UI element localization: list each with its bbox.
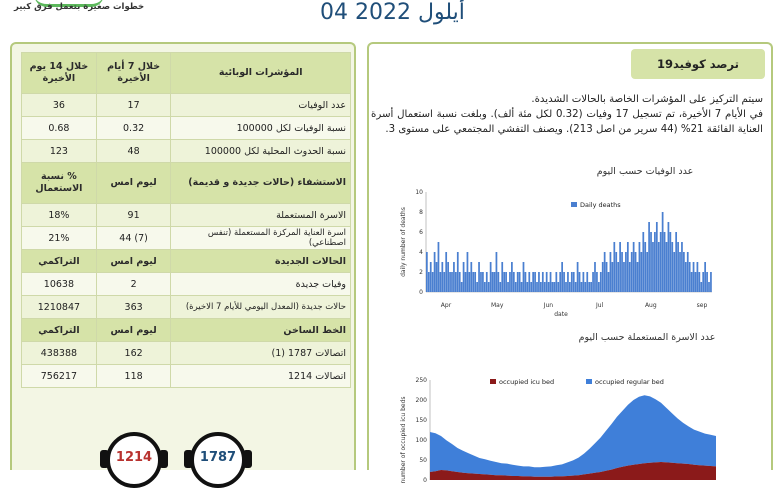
bar bbox=[596, 272, 598, 292]
bar bbox=[565, 282, 567, 292]
bar bbox=[525, 272, 527, 292]
bar bbox=[623, 262, 625, 292]
legend-swatch bbox=[586, 379, 592, 384]
headset-right-icon bbox=[243, 450, 252, 468]
x-month-label: May bbox=[490, 302, 504, 309]
section-label: الاستشفاء (حالات جديدة و قديمة) bbox=[171, 163, 351, 204]
row-value-1: 363 bbox=[96, 296, 171, 319]
legend-swatch bbox=[490, 379, 496, 384]
bar bbox=[654, 232, 656, 292]
bar bbox=[586, 272, 588, 292]
x-month-label: sep bbox=[696, 302, 708, 309]
legend-label: occupied regular bed bbox=[595, 378, 664, 386]
section-label: الخط الساخن bbox=[171, 319, 351, 342]
row-label: نسبة الحدوث المحلية لكل 100000 bbox=[171, 140, 351, 163]
headset-right-icon bbox=[159, 450, 168, 468]
headset-left-icon bbox=[184, 450, 193, 468]
bar bbox=[474, 272, 476, 292]
bar bbox=[679, 252, 681, 292]
bar bbox=[575, 282, 577, 292]
bar bbox=[600, 272, 602, 292]
table-section-header-hospitalization bbox=[22, 163, 351, 204]
headset-left-icon bbox=[100, 450, 109, 468]
bar bbox=[619, 242, 621, 292]
bar bbox=[550, 272, 552, 292]
section-col-2: % نسبة الاستعمال bbox=[22, 163, 97, 204]
stats-table bbox=[21, 52, 351, 388]
bar bbox=[528, 272, 530, 292]
bar bbox=[509, 272, 511, 292]
bar bbox=[577, 262, 579, 292]
bar bbox=[492, 272, 494, 292]
bar bbox=[428, 272, 430, 292]
bar bbox=[490, 262, 492, 292]
bar bbox=[612, 262, 614, 292]
bar bbox=[501, 262, 503, 292]
bar bbox=[486, 272, 488, 292]
stats-table-panel bbox=[10, 42, 356, 470]
bar bbox=[563, 272, 565, 292]
legend-label: Daily deaths bbox=[580, 201, 621, 209]
row-value-7d: 0.32 bbox=[96, 117, 171, 140]
row-label: حالات جديدة (المعدل اليومي للأيام 7 الاخيرة) bbox=[171, 296, 351, 319]
bar bbox=[625, 252, 627, 292]
hotline-number: 1787 bbox=[199, 450, 237, 465]
bar bbox=[517, 272, 519, 292]
bar bbox=[461, 282, 463, 292]
bar bbox=[702, 272, 704, 292]
section-col-1: ليوم امس bbox=[96, 163, 171, 204]
intro-line: سيتم التركيز على المؤشرات الخاصة بالحالات الشديدة. bbox=[531, 94, 763, 105]
table-section-header-hotline bbox=[22, 319, 351, 342]
row-label: عدد الوفيات bbox=[171, 94, 351, 117]
y-tick-label: 2 bbox=[419, 269, 423, 276]
bar bbox=[683, 252, 685, 292]
bar bbox=[606, 262, 608, 292]
row-value-1: 91 bbox=[96, 204, 171, 227]
bar bbox=[704, 262, 706, 292]
bar bbox=[698, 272, 700, 292]
y-tick-label: 8 bbox=[419, 209, 423, 216]
bar bbox=[432, 272, 434, 292]
hotline-1787-badge bbox=[190, 432, 246, 488]
bar bbox=[430, 262, 432, 292]
bar bbox=[627, 242, 629, 292]
bar bbox=[604, 252, 606, 292]
bar bbox=[669, 232, 671, 292]
table-row bbox=[22, 94, 351, 117]
table-row bbox=[22, 342, 351, 365]
bar bbox=[671, 242, 673, 292]
x-month-label: Jun bbox=[543, 302, 554, 309]
bar bbox=[459, 272, 461, 292]
logo-text: خطوات صغيرة بتعمل فرق كبير bbox=[14, 2, 145, 12]
bar bbox=[633, 242, 635, 292]
bar bbox=[664, 232, 666, 292]
y-tick-label: 250 bbox=[415, 377, 427, 384]
header-14-days: خلال 14 يوم الأخيرة bbox=[22, 53, 97, 94]
bar bbox=[710, 272, 712, 292]
bar bbox=[675, 232, 677, 292]
bar bbox=[555, 272, 557, 292]
bar bbox=[598, 282, 600, 292]
x-month-label: Jul bbox=[595, 302, 604, 309]
bar bbox=[668, 222, 670, 292]
table-row bbox=[22, 296, 351, 319]
bar bbox=[691, 272, 693, 292]
row-label: نسبة الوفيات لكل 100000 bbox=[171, 117, 351, 140]
row-value-7d: 48 bbox=[96, 140, 171, 163]
bar bbox=[613, 242, 615, 292]
bar bbox=[438, 242, 440, 292]
row-value-2: 1210847 bbox=[22, 296, 97, 319]
bar bbox=[610, 252, 612, 292]
bar bbox=[480, 272, 482, 292]
intro-text bbox=[371, 92, 763, 137]
bar bbox=[519, 272, 521, 292]
y-tick-label: 0 bbox=[423, 477, 427, 484]
row-value-1: (7) 44 bbox=[96, 227, 171, 250]
bar bbox=[507, 282, 509, 292]
bar bbox=[513, 272, 515, 292]
row-value-2: 18% bbox=[22, 204, 97, 227]
bar bbox=[447, 262, 449, 292]
bar bbox=[494, 272, 496, 292]
legend-swatch bbox=[571, 202, 577, 207]
table-row bbox=[22, 365, 351, 388]
row-value-1: 118 bbox=[96, 365, 171, 388]
bar bbox=[451, 272, 453, 292]
y-tick-label: 150 bbox=[415, 417, 427, 424]
row-value-2: 438388 bbox=[22, 342, 97, 365]
table-row bbox=[22, 227, 351, 250]
bar bbox=[662, 212, 664, 292]
bar bbox=[554, 282, 556, 292]
bar bbox=[631, 252, 633, 292]
bar bbox=[511, 262, 513, 292]
row-value-14d: 36 bbox=[22, 94, 97, 117]
row-value-1: 162 bbox=[96, 342, 171, 365]
bar bbox=[629, 262, 631, 292]
bar bbox=[602, 262, 604, 292]
y-axis-label: number of occupied icu beds bbox=[400, 396, 407, 484]
bar bbox=[588, 282, 590, 292]
bar bbox=[548, 282, 550, 292]
bar bbox=[484, 282, 486, 292]
bar bbox=[581, 282, 583, 292]
bar bbox=[590, 282, 592, 292]
section-badge: ترصد كوفيد19 bbox=[631, 49, 765, 79]
bar bbox=[642, 232, 644, 292]
bar bbox=[639, 242, 641, 292]
x-axis-label: date bbox=[554, 311, 568, 318]
bar bbox=[457, 252, 459, 292]
bar bbox=[681, 242, 683, 292]
bar bbox=[426, 252, 428, 292]
bar bbox=[546, 272, 548, 292]
legend-label: occupied icu bed bbox=[499, 378, 555, 386]
bar bbox=[530, 282, 532, 292]
logo bbox=[14, 0, 145, 26]
bar bbox=[700, 282, 702, 292]
table-row bbox=[22, 273, 351, 296]
bar bbox=[526, 282, 528, 292]
bar bbox=[498, 272, 500, 292]
row-label: اتصالات 1214 bbox=[171, 365, 351, 388]
bar bbox=[441, 262, 443, 292]
row-label: اسرة العناية المركزة المستعملة (تنفس اصطناعي) bbox=[171, 227, 351, 250]
bar bbox=[552, 282, 554, 292]
bar bbox=[708, 282, 710, 292]
y-tick-label: 6 bbox=[419, 229, 423, 236]
bar bbox=[472, 272, 474, 292]
bar bbox=[544, 282, 546, 292]
bar bbox=[677, 242, 679, 292]
bar bbox=[478, 262, 480, 292]
bar bbox=[666, 242, 668, 292]
row-value-2: 756217 bbox=[22, 365, 97, 388]
section-col-1: ليوم امس bbox=[96, 250, 171, 273]
bar bbox=[463, 262, 465, 292]
bar bbox=[534, 272, 536, 292]
bar bbox=[644, 242, 646, 292]
x-month-label: Apr bbox=[440, 302, 452, 309]
bar bbox=[476, 282, 478, 292]
bar bbox=[695, 272, 697, 292]
bar bbox=[660, 232, 662, 292]
bar bbox=[470, 262, 472, 292]
bar bbox=[646, 252, 648, 292]
row-value-7d: 17 bbox=[96, 94, 171, 117]
table-row bbox=[22, 204, 351, 227]
bar bbox=[583, 272, 585, 292]
bar bbox=[540, 282, 542, 292]
section-col-2: التراكمي bbox=[22, 319, 97, 342]
bar bbox=[538, 272, 540, 292]
beds-chart bbox=[398, 372, 720, 484]
deaths-chart bbox=[398, 184, 720, 320]
bar bbox=[559, 272, 561, 292]
bar bbox=[641, 252, 643, 292]
bar bbox=[658, 242, 660, 292]
section-label: الحالات الجديدة bbox=[171, 250, 351, 273]
bar bbox=[594, 262, 596, 292]
row-value-1: 2 bbox=[96, 273, 171, 296]
bar bbox=[542, 272, 544, 292]
bar bbox=[561, 262, 563, 292]
bar bbox=[496, 252, 498, 292]
bar bbox=[436, 262, 438, 292]
x-month-label: Aug bbox=[644, 302, 657, 309]
bar bbox=[621, 252, 623, 292]
section-col-2: التراكمي bbox=[22, 250, 97, 273]
page-title: 04 أيلول 2022 bbox=[320, 0, 465, 25]
bar bbox=[571, 272, 573, 292]
y-tick-label: 4 bbox=[419, 249, 423, 256]
bar bbox=[693, 262, 695, 292]
bar bbox=[652, 242, 654, 292]
bar bbox=[592, 272, 594, 292]
bar bbox=[617, 262, 619, 292]
bar bbox=[445, 252, 447, 292]
bar bbox=[697, 262, 699, 292]
bar bbox=[523, 262, 525, 292]
table-row bbox=[22, 117, 351, 140]
row-value-2: 21% bbox=[22, 227, 97, 250]
bar bbox=[567, 272, 569, 292]
hotline-1214-badge bbox=[106, 432, 162, 488]
bar bbox=[521, 282, 523, 292]
chart2-title: عدد الاسرة المستعملة حسب اليوم bbox=[578, 332, 716, 343]
bar bbox=[443, 272, 445, 292]
y-tick-label: 100 bbox=[415, 437, 427, 444]
bar bbox=[635, 252, 637, 292]
row-value-14d: 123 bbox=[22, 140, 97, 163]
bar bbox=[656, 222, 658, 292]
bar bbox=[579, 272, 581, 292]
bar bbox=[685, 262, 687, 292]
chart1-title: عدد الوفيات حسب اليوم bbox=[596, 166, 694, 177]
table-row bbox=[22, 140, 351, 163]
bar bbox=[650, 232, 652, 292]
bar bbox=[505, 272, 507, 292]
bar bbox=[687, 252, 689, 292]
bar bbox=[608, 272, 610, 292]
bar bbox=[637, 262, 639, 292]
bar bbox=[515, 282, 517, 292]
y-tick-label: 10 bbox=[415, 189, 423, 196]
bar bbox=[503, 272, 505, 292]
bar bbox=[689, 262, 691, 292]
bar bbox=[440, 272, 442, 292]
intro-line: في الأيام 7 الأخيرة، تم تسجيل 17 وفيات (0.32 لكل مئة ألف). وبلغت نسبة استعمال أسرة العناية الفائقة 21% (44 سرير من اصل 213). ويصنف التفشي المجتمعي على مستوى 3. bbox=[371, 109, 764, 135]
row-value-2: 10638 bbox=[22, 273, 97, 296]
bar bbox=[573, 272, 575, 292]
bar bbox=[467, 252, 469, 292]
section-col-1: ليوم امس bbox=[96, 319, 171, 342]
bar bbox=[557, 282, 559, 292]
y-tick-label: 0 bbox=[419, 289, 423, 296]
bar bbox=[449, 272, 451, 292]
bar bbox=[615, 252, 617, 292]
bar bbox=[488, 282, 490, 292]
bar bbox=[569, 282, 571, 292]
table-section-header-new-cases bbox=[22, 250, 351, 273]
bar bbox=[499, 282, 501, 292]
bar bbox=[453, 262, 455, 292]
row-label: الاسرة المستعملة bbox=[171, 204, 351, 227]
bar bbox=[648, 222, 650, 292]
header-7-days: خلال 7 أيام الأخيرة bbox=[96, 53, 171, 94]
bar bbox=[673, 252, 675, 292]
bar bbox=[536, 282, 538, 292]
hotline-number: 1214 bbox=[115, 450, 153, 465]
bar bbox=[584, 282, 586, 292]
y-axis-label: daily number of deaths bbox=[400, 207, 407, 277]
bar bbox=[469, 272, 471, 292]
bar bbox=[465, 272, 467, 292]
y-tick-label: 200 bbox=[415, 397, 427, 404]
bar bbox=[482, 272, 484, 292]
table-header-row bbox=[22, 53, 351, 94]
row-value-14d: 0.68 bbox=[22, 117, 97, 140]
row-label: وفيات جديدة bbox=[171, 273, 351, 296]
row-label: اتصالات 1787 (1) bbox=[171, 342, 351, 365]
bar bbox=[532, 272, 534, 292]
bar bbox=[706, 272, 708, 292]
y-tick-label: 50 bbox=[419, 457, 427, 464]
bar bbox=[455, 272, 457, 292]
bar bbox=[434, 252, 436, 292]
header-epi-indicators: المؤشرات الوبائية bbox=[171, 53, 351, 94]
